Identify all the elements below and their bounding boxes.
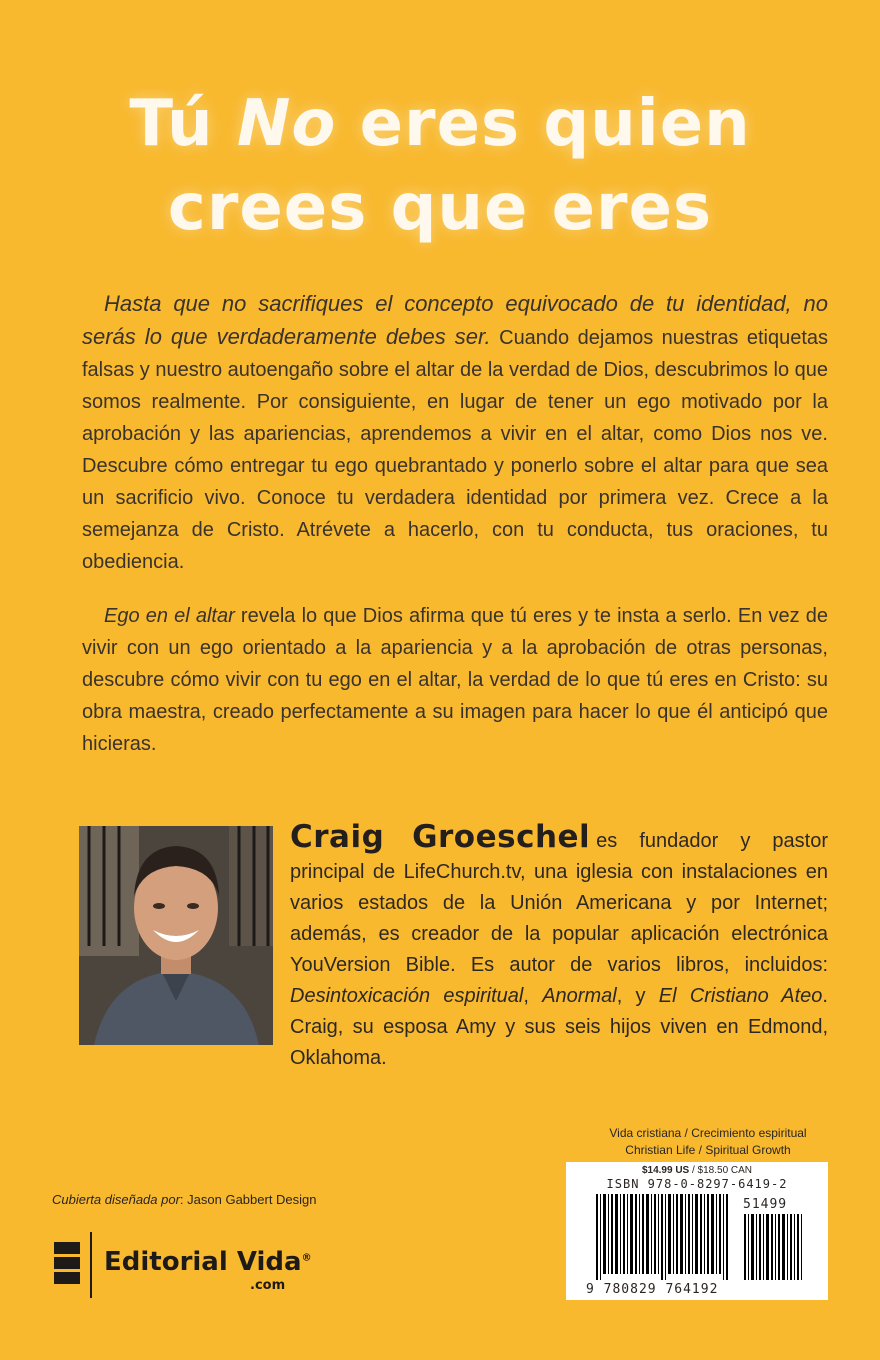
publisher-name: Editorial Vida® bbox=[104, 1247, 312, 1277]
category-english: Christian Life / Spiritual Growth bbox=[625, 1143, 791, 1157]
category-label bbox=[560, 1125, 856, 1159]
lead-sentence: Hasta que no sacrifiques el concepto equivocado de tu identidad, no serás lo que verdaderamente debes ser. bbox=[82, 291, 828, 349]
description-text bbox=[82, 288, 828, 782]
barcode-addon-number: 51499 bbox=[743, 1197, 788, 1212]
book-title: El Cristiano Ateo bbox=[658, 985, 823, 1007]
book-title: Ego en el altar bbox=[104, 605, 235, 627]
publisher-mark-icon bbox=[52, 1232, 96, 1300]
book-title: Anormal bbox=[542, 985, 617, 1007]
cover-credit: Cubierta diseñada por: Jason Gabbert Design bbox=[52, 1192, 317, 1207]
author-bio: Craig Groeschel es fundador y pastor principal de LifeChurch.tv, una iglesia con instalaciones en varios estados de la Unión Americana y por Internet; además, es creador de la popular aplicación electrónica YouVersion Bible. Es autor de varios libros, incluidos: Desintoxicación espiritual, Anormal, y El Cristiano Ateo. Craig, su esposa Amy y sus seis hijos viven en Edmond, Oklahoma. bbox=[290, 819, 828, 1069]
barcode-panel bbox=[566, 1162, 828, 1300]
book-title: Desintoxicación espiritual bbox=[290, 985, 524, 1007]
price-label: $14.99 US / $18.50 CAN bbox=[641, 1165, 753, 1176]
title-line-2: crees que eres bbox=[167, 171, 713, 245]
publisher-domain: .com bbox=[250, 1278, 286, 1293]
isbn-text: ISBN 978-0-8297-6419-2 bbox=[606, 1177, 788, 1191]
title-line-1: Tú No eres quien bbox=[129, 87, 751, 161]
publisher-logo bbox=[52, 1232, 312, 1300]
barcode-number: 9 780829 764192 bbox=[586, 1282, 719, 1297]
barcode-icon bbox=[566, 1192, 828, 1282]
author-photo bbox=[79, 826, 273, 1045]
author-photo-illustration bbox=[79, 826, 273, 1045]
cover-title bbox=[0, 82, 880, 250]
title-emphasis: No bbox=[236, 87, 337, 161]
author-name: Craig Groeschel bbox=[290, 819, 591, 855]
category-spanish: Vida cristiana / Crecimiento espiritual bbox=[609, 1126, 807, 1140]
paragraph-2: Ego en el altar revela lo que Dios afirma que tú eres y te insta a serlo. En vez de vivir con un ego orientado a la apariencia y a la aprobación de otras personas, descubre cómo vivir con tu ego en el altar, la verdad de lo que tú eres en Cristo: su obra maestra, creado perfectamente a su imagen para hacer lo que él anticipó que hicieras. bbox=[82, 605, 828, 755]
paragraph-1: Hasta que no sacrifiques el concepto equivocado de tu identidad, no serás lo que verdaderamente debes ser. Cuando dejamos nuestras etiquetas falsas y nuestro autoengaño sobre el altar de la verdad de Dios, descubrimos lo que somos realmente. Por consiguiente, en lugar de tener un ego motivado por la aprobación y las apariencias, aprendemos a vivir en el altar, como Dios nos ve. Descubre cómo entregar tu ego quebrantado y ponerlo sobre el altar para que sea un sacrificio vivo. Conoce tu verdadera identidad por primera vez. Crece a la semejanza de Cristo. Atrévete a hacerlo, con tu conducta, tus oraciones, tu obediencia. bbox=[82, 291, 829, 573]
